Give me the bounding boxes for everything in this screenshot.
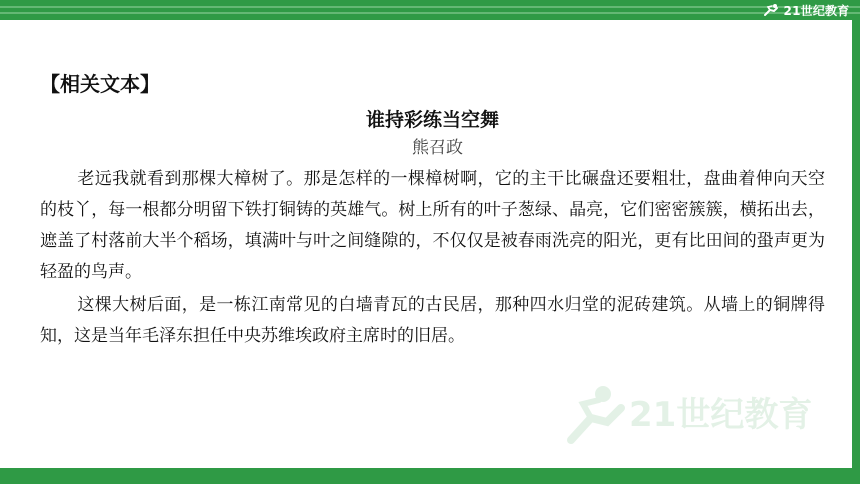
paragraph-1: 老远我就看到那棵大樟树了。那是怎样的一棵樟树啊，它的主干比碾盘还要粗壮，盘曲着伸向天空的枝丫，每一根都分明留下铁打铜铸的英雄气。树上所有的叶子葱绿、晶亮，它们密密簇簇，横拓出去，遮盖了村落前大半个稻场，填满叶与叶之间缝隙的，不仅仅是被春雨洗亮的阳光，更有比田间的蛩声更为轻盈的鸟声。 — [40, 169, 825, 282]
runner-logo-icon — [763, 3, 781, 17]
header-stripe — [0, 12, 860, 14]
brand-logo — [752, 0, 860, 20]
section-label: 【相关文本】 — [40, 72, 160, 96]
header-stripe — [0, 6, 860, 8]
watermark-text: 21世纪教育 — [629, 395, 813, 435]
runner-logo-icon — [565, 380, 825, 450]
paragraph-2: 这棵大树后面，是一栋江南常见的白墙青瓦的古民居，那种四水归堂的泥砖建筑。从墙上的铜牌得知，这是当年毛泽东担任中央苏维埃政府主席时的旧居。 — [40, 295, 825, 346]
watermark-logo — [565, 380, 825, 450]
brand-logo-text: 21世纪教育 — [783, 3, 850, 18]
header-band — [0, 0, 860, 20]
right-frame — [852, 20, 860, 484]
article-title: 谁持彩练当空舞 — [365, 109, 499, 131]
document-body — [40, 70, 825, 352]
footer-band — [0, 468, 860, 484]
article-author: 熊召政 — [412, 138, 463, 158]
